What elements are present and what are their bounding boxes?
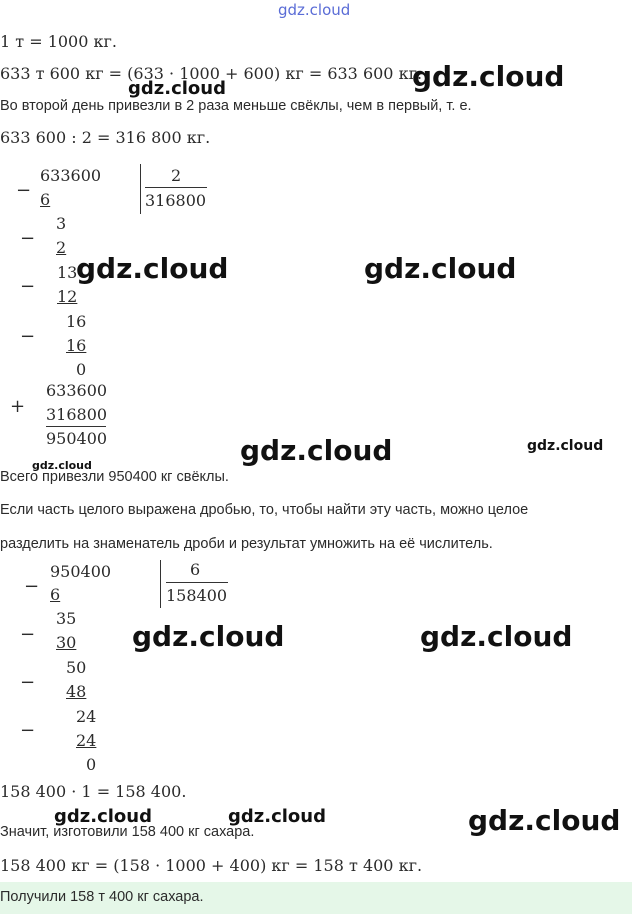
watermark: gdz.cloud	[420, 620, 573, 653]
step-value: 30	[56, 633, 77, 652]
watermark: gdz.cloud	[364, 252, 517, 285]
plus-sign: +	[10, 396, 26, 417]
minus-sign: −	[20, 228, 36, 249]
step-value: 24	[76, 707, 97, 726]
text-line-6: Если часть целого выражена дробью, то, чтобы найти эту часть, можно целое	[0, 502, 529, 518]
watermark: gdz.cloud	[412, 60, 565, 93]
minus-sign: −	[20, 672, 36, 693]
addend-2: 316800	[46, 405, 108, 424]
text-line-3: Во второй день привезли в 2 раза меньше свёклы, чем в первый, т. е.	[0, 98, 472, 114]
division-bracket	[160, 560, 161, 608]
divisor: 6	[190, 560, 201, 579]
step-value: 3	[56, 214, 67, 233]
text-line-10: 158 400 кг = (158 · 1000 + 400) кг = 158 т 400 кг.	[0, 856, 423, 875]
minus-sign: −	[16, 180, 32, 201]
text-line-8: 158 400 · 1 = 158 400.	[0, 782, 187, 801]
watermark: gdz.cloud	[228, 806, 326, 827]
watermark: gdz.cloud	[54, 806, 152, 827]
step-value: 48	[66, 682, 87, 701]
quotient: 158400	[166, 586, 228, 605]
step-value: 0	[86, 755, 97, 774]
text-line-4: 633 600 : 2 = 316 800 кг.	[0, 128, 211, 147]
quotient-line	[166, 582, 228, 583]
minus-sign: −	[20, 624, 36, 645]
watermark: gdz.cloud	[240, 434, 393, 467]
watermark: gdz.cloud	[76, 252, 229, 285]
step-value: 2	[56, 238, 67, 257]
step-value: 35	[56, 609, 77, 628]
text-line-9: Значит, изготовили 158 400 кг сахара.	[0, 824, 255, 840]
quotient: 316800	[145, 191, 207, 210]
sum-line	[46, 426, 106, 427]
division-bracket	[140, 164, 141, 214]
step-value: 16	[66, 336, 87, 355]
watermark: gdz.cloud	[32, 459, 92, 472]
step-value: 50	[66, 658, 87, 677]
watermark: gdz.cloud	[132, 620, 285, 653]
step-value: 6	[40, 190, 51, 209]
text-line-7: разделить на знаменатель дроби и результат умножить на её числитель.	[0, 536, 493, 552]
text-line-1: 1 т = 1000 кг.	[0, 32, 117, 51]
step-value: 6	[50, 585, 61, 604]
header-watermark: gdz.cloud	[278, 1, 351, 19]
minus-sign: −	[24, 576, 40, 597]
watermark: gdz.cloud	[128, 78, 226, 99]
minus-sign: −	[20, 326, 36, 347]
minus-sign: −	[20, 720, 36, 741]
step-value: 24	[76, 731, 97, 750]
minus-sign: −	[20, 276, 36, 297]
dividend: 950400	[50, 562, 112, 581]
quotient-line	[145, 187, 207, 188]
watermark: gdz.cloud	[468, 804, 621, 837]
dividend: 633600	[40, 166, 102, 185]
step-value: 13	[57, 263, 78, 282]
divisor: 2	[171, 166, 182, 185]
answer-line: Получили 158 т 400 кг сахара.	[0, 889, 204, 905]
text-line-5: Всего привезли 950400 кг свёклы.	[0, 469, 229, 485]
sum: 950400	[46, 429, 108, 448]
step-value: 0	[76, 360, 87, 379]
text-line-2: 633 т 600 кг = (633 · 1000 + 600) кг = 633 600 кг.	[0, 64, 423, 83]
step-value: 16	[66, 312, 87, 331]
watermark: gdz.cloud	[527, 438, 604, 454]
addend-1: 633600	[46, 381, 108, 400]
step-value: 12	[57, 287, 78, 306]
